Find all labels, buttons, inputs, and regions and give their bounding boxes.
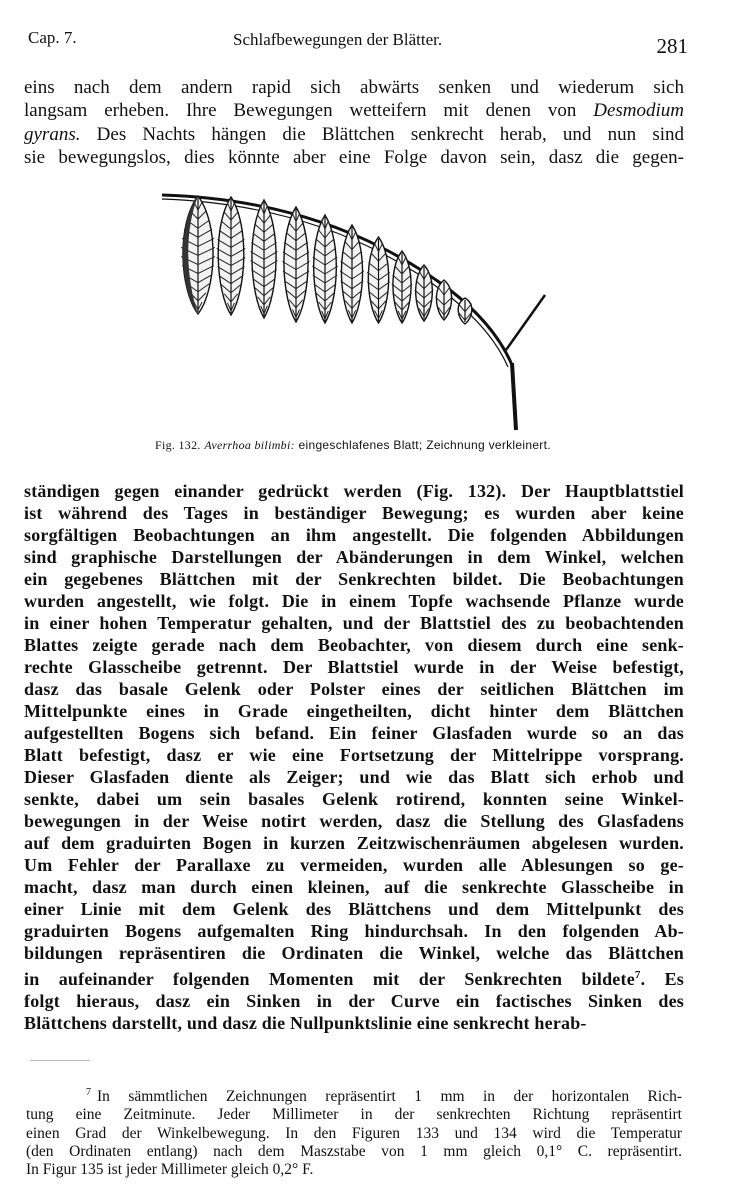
side-branch [506,295,545,350]
text-line: dasz das basale Gelenk oder Polster eines der seitlichen Blättchen im [24,679,684,699]
stem [512,363,516,430]
text-line: graduirten Bogens aufgemalten Ring hindurchsah. In den folgenden Ab- [24,921,684,941]
footnote [26,1084,682,1179]
figure-caption-text: eingeschlafenes Blatt; Zeichnung verkleinert. [298,438,551,452]
leaflet [436,280,453,320]
text-line: eins nach dem andern rapid sich abwärts senken und wiederum sich [24,77,684,98]
leaflet [458,298,472,324]
text-line: senkte, dabei um sein basales Gelenk rotirend, konnten seine Winkel- [24,789,684,809]
genus-name: Desmodium [593,100,684,122]
rachis [162,195,512,365]
species-name: gyrans. [24,123,81,145]
text-line: wurden angestellt, wie folgt. Die in einem Topfe wachsende Pflanze wurde [24,591,684,611]
text-line: Blättchens darstellt, und dasz die Nullpunktslinie eine senkrecht herab- [24,1013,587,1033]
text-line: in einer hohen Temperatur gehalten, und der Blattstiel des zu beobachtenden [24,613,684,633]
footnote-line: In Figur 135 ist jeder Millimeter gleich 0,2° F. [26,1160,314,1178]
leaflet [217,197,246,315]
figure-averrhoa-leaf [150,185,570,435]
paragraph-1 [24,76,684,169]
text-line: sorgfältigen Beobachtungen an ihm angestellt. Die folgenden Abbildungen [24,525,684,545]
running-head [28,22,688,58]
leaflet [181,196,215,314]
text-line: ist während des Tages in beständiger Bewegung; es wurden aber keine [24,503,684,523]
leaflet [312,215,338,323]
text-line: Mittelpunkte eines in Grade eingetheilten, dicht hinter dem Blättchen [24,701,684,721]
text-line: sind graphische Darstellungen der Abänderungen in dem Winkel, welchen [24,547,684,567]
figure-species: Averrhoa bilimbi: [204,438,295,452]
leaf-illustration [150,185,570,435]
footnote-rule [30,1060,90,1061]
leaflet [340,225,364,323]
figure-caption [155,438,615,453]
text-line: macht, dasz man durch einen kleinen, auf die senkrechte Glasscheibe in [24,877,684,897]
text-line: rechte Glasscheibe getrennt. Der Blattstiel wurde in der Weise befestigt, [24,657,684,677]
running-title: Schlafbewegungen der Blätter. [233,30,443,49]
footnote-line: einen Grad der Winkelbewegung. In den Figuren 133 und 134 wird die Temperatur [26,1124,682,1142]
text-line: ständigen gegen einander gedrückt werden (Fig. 132). Der Hauptblattstiel [24,481,684,501]
text-line: Dieser Glasfaden diente als Zeiger; und wie das Blatt sich erhob und [24,767,684,787]
text-line: langsam erheben. Ihre Bewegungen wetteifern mit denen von Desmodium [24,100,684,122]
page-number: 281 [656,34,688,58]
leaflet [282,207,309,322]
text-line: Blattes zeigte gerade nach dem Beobachter, von diesem durch eine senk- [24,635,684,655]
footnote-line: tung eine Zeitminute. Jeder Millimeter in der senkrechten Richtung repräsentirt [26,1106,682,1124]
text-line: aufgestellten Bogens sich befand. Ein feiner Glasfaden wurde so an das [24,723,684,743]
text-line: ein gegebenes Blättchen mit der Senkrechten bildet. Die Beobachtungen [24,569,684,589]
figure-label: Fig. 132. [155,438,201,452]
paragraph-2 [24,480,684,1034]
text-line: bildungen repräsentiren die Ordinaten die Winkel, welche das Blättchen [24,943,684,963]
footnote-line: $^7$ In sämmtlichen Zeichnungen repräsentirt 1 mm in der horizontalen Rich- [86,1087,682,1106]
text-line: Um Fehler der Parallaxe zu vermeiden, wurden alle Ablesungen so ge- [24,855,684,875]
text-line: bewegungen in der Weise notirt werden, dasz die Stellung des Glasfadens [24,811,684,831]
footnote-line: (den Ordinaten entlang) nach dem Maszstabe von 1 mm gleich 0,1° C. repräsentirt. [26,1142,682,1160]
text-line: auf dem graduirten Bogen in kurzen Zeitzwischenräumen abgelesen wurden. [24,833,684,853]
text-line: einer Linie mit dem Gelenk des Blättchens und dem Mittelpunkt des [24,899,684,919]
footnote-number: 7 [86,1087,91,1098]
leaflet [250,200,277,318]
chapter-label: Cap. 7. [28,28,77,47]
text-line: Blatt befestigt, dasz er wie eine Fortsetzung der Mittelrippe vorsprang. [24,745,684,765]
footnote-marker: 7 [634,969,641,981]
text-line: sie bewegungslos, dies könnte aber eine Folge davon sein, dasz die gegen- [24,146,684,168]
text-line: folgt hieraus, dasz ein Sinken in der Curve ein factisches Sinken des [24,991,684,1011]
text-line: gyrans. Des Nachts hängen die Blättchen senkrecht herab, und nun sind [24,123,684,145]
text-line: in aufeinander folgenden Momenten mit der Senkrechten bildete$^7$. Es [24,969,685,989]
